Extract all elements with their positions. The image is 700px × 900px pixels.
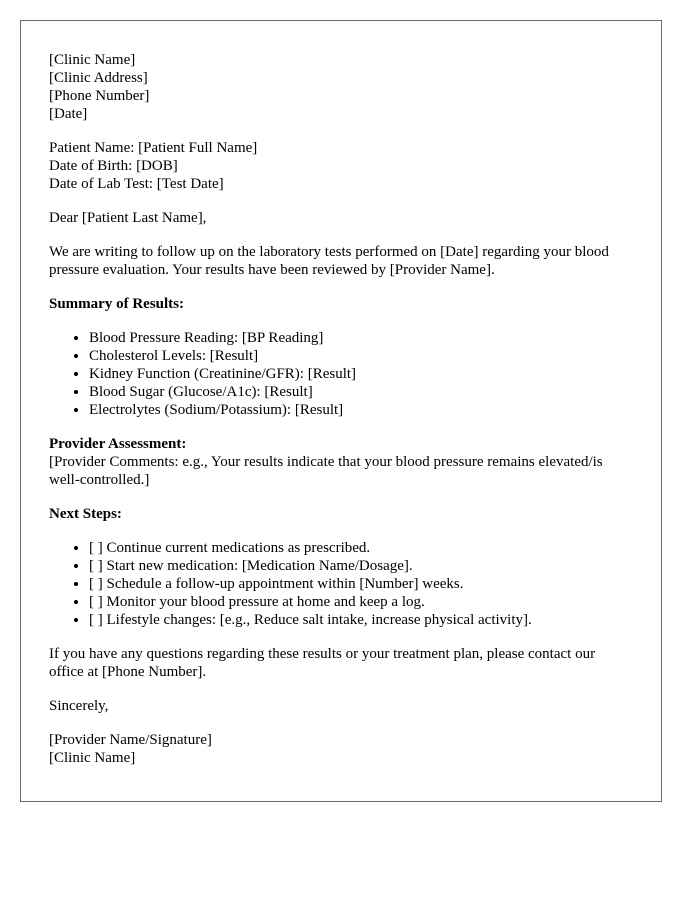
patient-name: Patient Name: [Patient Full Name] [49, 140, 258, 156]
closing-paragraph: If you have any questions regarding these results or your treatment plan, please contact our office at [Phone Number]. [49, 646, 596, 680]
list-item: • Cholesterol Levels: [Result] [89, 347, 633, 365]
summary-heading: Summary of Results: [49, 296, 184, 312]
summary-list [49, 329, 633, 419]
clinic-header [49, 51, 633, 123]
list-item: • [ ] Lifestyle changes: [e.g., Reduce salt intake, increase physical activity]. [89, 611, 633, 629]
clinic-name: [Clinic Name] [49, 52, 136, 68]
intro-paragraph: We are writing to follow up on the laboratory tests performed on [Date] regarding your blood pressure evaluation. Your results have been reviewed by [Provider Name]. [49, 244, 609, 278]
list-item: • Electrolytes (Sodium/Potassium): [Result] [89, 401, 633, 419]
patient-dob: Date of Birth: [DOB] [49, 158, 178, 174]
provider-signature: [Provider Name/Signature] [49, 732, 212, 748]
patient-info [49, 139, 633, 193]
salutation: Dear [Patient Last Name], [49, 210, 207, 226]
signature-clinic-name: [Clinic Name] [49, 750, 136, 766]
lab-test-date: Date of Lab Test: [Test Date] [49, 176, 224, 192]
assessment-heading: Provider Assessment: [49, 436, 187, 452]
list-item: • Kidney Function (Creatinine/GFR): [Result] [89, 365, 633, 383]
assessment-section [49, 435, 633, 489]
list-item: • Blood Sugar (Glucose/A1c): [Result] [89, 383, 633, 401]
signature-block [49, 731, 633, 767]
next-steps-heading: Next Steps: [49, 506, 122, 522]
clinic-address: [Clinic Address] [49, 70, 148, 86]
list-item: • [ ] Continue current medications as prescribed. [89, 539, 633, 557]
list-item: • [ ] Schedule a follow-up appointment within [Number] weeks. [89, 575, 633, 593]
list-item: • [ ] Monitor your blood pressure at home and keep a log. [89, 593, 633, 611]
signoff: Sincerely, [49, 698, 109, 714]
clinic-phone: [Phone Number] [49, 88, 150, 104]
assessment-text: [Provider Comments: e.g., Your results indicate that your blood pressure remains elevated/is well-controlled.] [49, 454, 603, 488]
letter-document [20, 20, 662, 802]
list-item: • Blood Pressure Reading: [BP Reading] [89, 329, 633, 347]
next-steps-list [49, 539, 633, 629]
letter-date: [Date] [49, 106, 88, 122]
list-item: • [ ] Start new medication: [Medication Name/Dosage]. [89, 557, 633, 575]
